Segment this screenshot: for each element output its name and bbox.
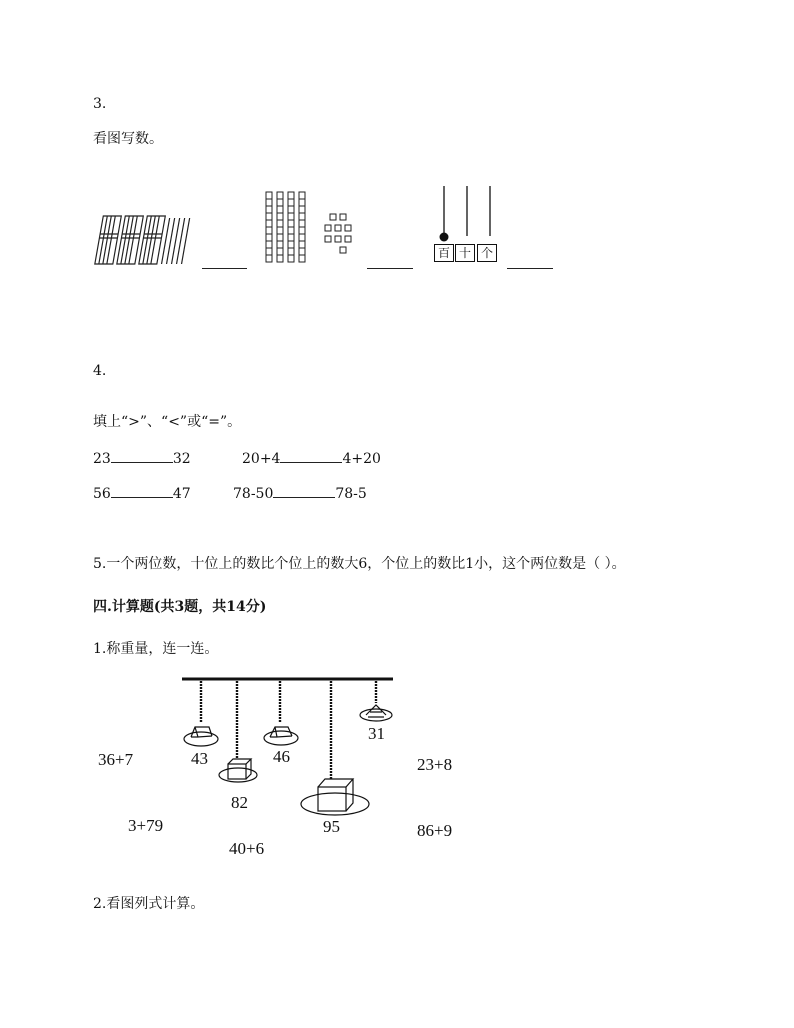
compare-blank[interactable] xyxy=(111,485,173,498)
expression-label[interactable]: 3+79 xyxy=(128,816,164,835)
base-ten-blocks-picture xyxy=(262,190,357,265)
compare-right: 32 xyxy=(172,451,191,467)
answer-blank-3[interactable] xyxy=(507,254,553,269)
section-title: 四.计算题(共3题，共14分) xyxy=(93,599,267,615)
weight-label: 43 xyxy=(191,749,208,768)
compare-left: 56 xyxy=(93,486,111,502)
abacus-label-ones: 个 xyxy=(477,244,497,262)
q3-instruction: 看图写数。 xyxy=(93,131,163,147)
compare-left: 23 xyxy=(93,451,111,467)
weight-label: 31 xyxy=(368,724,385,743)
q5-text: 5.一个两位数，十位上的数比个位上的数大6，个位上的数比1小，这个两位数是（ ）。 xyxy=(93,556,626,572)
calc2-title: 2.看图列式计算。 xyxy=(93,896,205,912)
expression-label[interactable]: 40+6 xyxy=(229,839,265,858)
expression-label[interactable]: 86+9 xyxy=(417,821,453,840)
expression-label[interactable]: 23+8 xyxy=(417,755,453,774)
stick-bundles-picture xyxy=(98,212,198,270)
compare-left: 20+4 xyxy=(242,451,281,467)
abacus-label-hundreds: 百 xyxy=(434,244,454,262)
compare-row-1b xyxy=(242,450,381,468)
compare-row-1a xyxy=(93,450,191,468)
answer-blank-1[interactable] xyxy=(202,254,247,269)
weight-label: 95 xyxy=(323,817,340,836)
compare-row-2a xyxy=(93,485,191,503)
weight-label: 82 xyxy=(231,793,248,812)
q4-number: 4. xyxy=(93,363,107,379)
abacus-picture xyxy=(432,184,502,240)
answer-blank-2[interactable] xyxy=(367,254,413,269)
q3-number: 3. xyxy=(93,96,107,112)
compare-right: 47 xyxy=(172,486,191,502)
weight-label: 46 xyxy=(273,747,290,766)
compare-blank[interactable] xyxy=(273,485,335,498)
compare-blank[interactable] xyxy=(280,450,342,463)
compare-right: 4+20 xyxy=(342,451,381,467)
calc1-title: 1.称重量，连一连。 xyxy=(93,641,219,657)
q4-instruction: 填上“>”、“<”或“=”。 xyxy=(93,414,242,430)
compare-blank[interactable] xyxy=(111,450,173,463)
compare-row-2b xyxy=(233,485,367,503)
compare-left: 78-50 xyxy=(233,486,274,502)
compare-right: 78-5 xyxy=(335,486,367,502)
expression-label[interactable]: 36+7 xyxy=(98,750,134,769)
abacus-label-tens: 十 xyxy=(455,244,475,262)
